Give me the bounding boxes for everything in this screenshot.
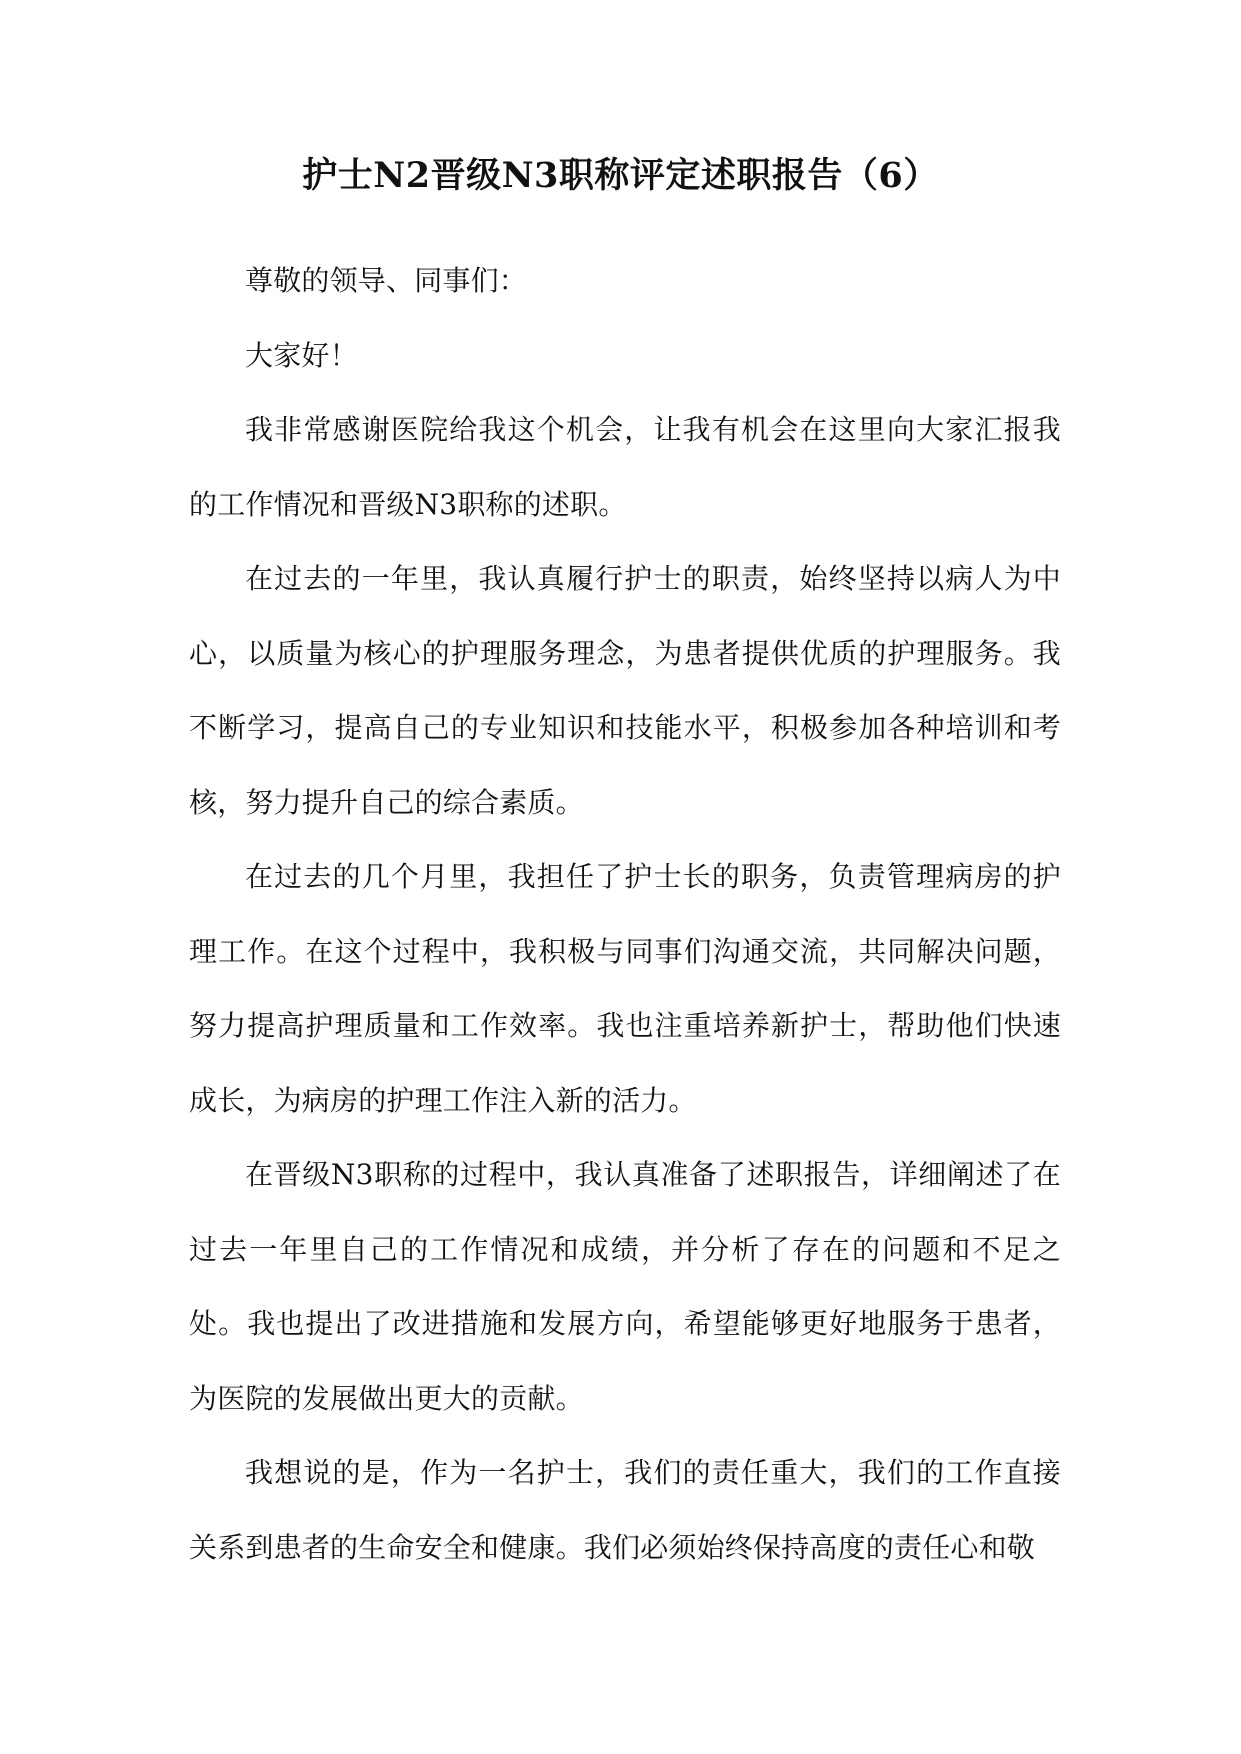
paragraph-salutation: 尊敬的领导、同事们： bbox=[245, 264, 528, 297]
document-body bbox=[189, 244, 1061, 1585]
document-title: 护士N2晋级N3职称评定述职报告（6） bbox=[302, 155, 939, 196]
paragraph-promotion: 在晋级N3职称的过程中，我认真准备了述职报告，详细阐述了在过去一年里自己的工作情况和成绩，并分析了存在的问题和不足之处。我也提出了改进措施和发展方向，希望能够更好地服务于患者，为医院的发展做出更大的贡献。 bbox=[189, 1158, 1061, 1415]
paragraph-past-year: 在过去的一年里，我认真履行护士的职责，始终坚持以病人为中心，以质量为核心的护理服务理念，为患者提供优质的护理服务。我不断学习，提高自己的专业知识和技能水平，积极参加各种培训和考核，努力提升自己的综合素质。 bbox=[189, 562, 1061, 819]
paragraph-responsibility: 我想说的是，作为一名护士，我们的责任重大，我们的工作直接关系到患者的生命安全和健康。我们必须始终保持高度的责任心和敬 bbox=[189, 1456, 1061, 1564]
paragraph-greeting: 大家好！ bbox=[245, 338, 358, 372]
paragraph-head-nurse: 在过去的几个月里，我担任了护士长的职务，负责管理病房的护理工作。在这个过程中，我积极与同事们沟通交流，共同解决问题，努力提高护理质量和工作效率。我也注重培养新护士，帮助他们快速成长，为病房的护理工作注入新的活力。 bbox=[189, 860, 1061, 1117]
paragraph-thanks: 我非常感谢医院给我这个机会，让我有机会在这里向大家汇报我的工作情况和晋级N3职称的述职。 bbox=[189, 413, 1061, 521]
